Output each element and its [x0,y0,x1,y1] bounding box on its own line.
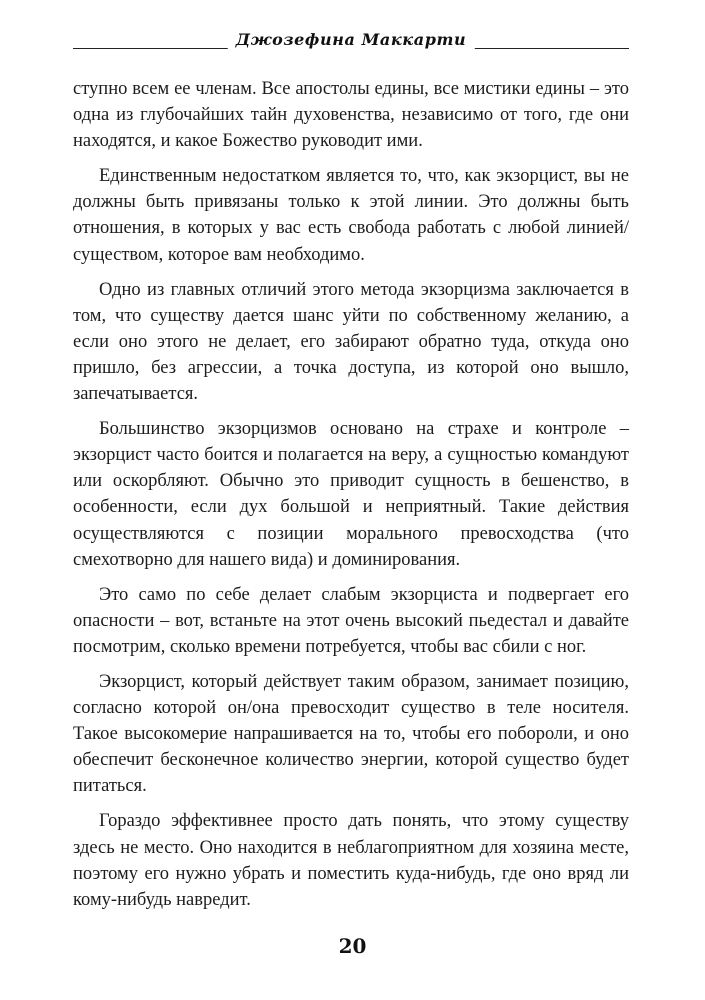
paragraph: Гораздо эффективнее просто дать понять, что этому существу здесь не место. Оно находится в неблагоприятном для хозяина месте, поэтому его нужно убрать и поместить куда-нибудь, где оно вряд ли кому-нибудь навредит. [73,811,629,910]
running-header [73,28,629,62]
paragraph: Это само по себе делает слабым экзорциста и подвергает его опасности – вот, встаньте на этот очень высокий пьедестал и давайте посмотрим, сколько времени потребуется, чтобы вас сбили с ног. [73,584,629,657]
page-number: 20 [338,934,367,958]
header-author-name: Джозефина Маккарти [228,30,475,49]
paragraph: Одно из главных отличий этого метода экзорцизма заключается в том, что существу дается шанс уйти по собственному желанию, а если оно этого не делает, его забирают обратно туда, откуда оно пришло, без агрессии, а точка доступа, из которой оно вышло, запечатывается. [73,279,629,405]
page-body [73,76,629,922]
paragraph: Единственным недостатком является то, что, как экзорцист, вы не должны быть привязаны только к этой линии. Это должны быть отношения, в которых у вас есть свобода работать с любой линией/существом, которое вам необходимо. [73,166,629,265]
paragraph: Большинство экзорцизмов основано на страхе и контроле – экзорцист часто боится и полагается на веру, а сущностью командуют или оскорбляют. Обычно это приводит сущность в бешенство, в особенности, если дух большой и неприятный. Такие действия осуществляются с позиции морального превосходства (что смехотворно для нашего вида) и доминирования. [73,419,629,570]
paragraph: Экзорцист, который действует таким образом, занимает позицию, согласно которой он/она превосходит существо в теле носителя. Такое высокомерие напрашивается на то, чтобы его побороли, и оно обеспечит бесконечное количество энергии, которой существо будет питаться. [73,671,629,797]
paragraph-continuation: ступно всем ее членам. Все апостолы едины, все мистики едины – это одна из глубочайших тайн духовенства, независимо от того, где они находятся, и какое Божество руководит ими. [73,79,629,152]
